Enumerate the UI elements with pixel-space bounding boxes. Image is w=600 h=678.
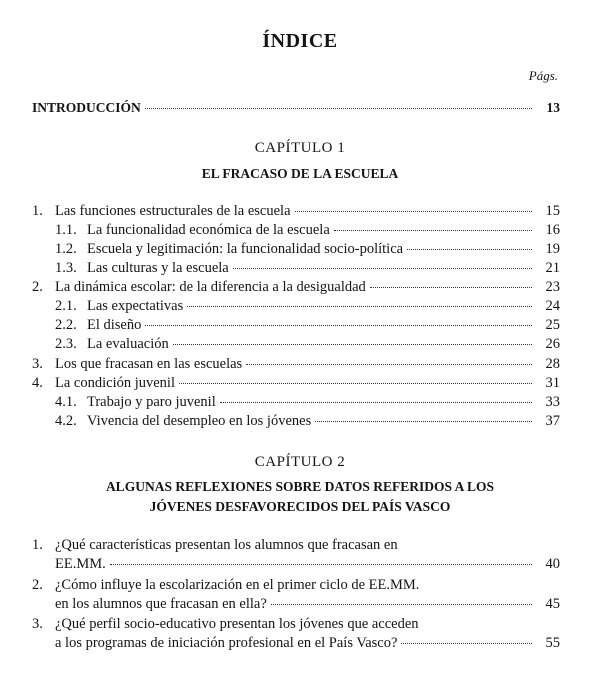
dot-leader: [370, 286, 532, 288]
toc-entry[interactable]: [55, 413, 560, 430]
toc-entry-label: El diseño: [87, 317, 142, 333]
toc-entry[interactable]: [55, 222, 560, 239]
dot-leader: [145, 324, 532, 326]
toc-entry-label: La funcionalidad económica de la escuela: [87, 222, 330, 238]
dot-leader: [187, 305, 532, 307]
toc-entry-number: 1.1.: [55, 222, 77, 238]
toc-entry-label: Los que fracasan en las escuelas: [55, 356, 243, 372]
toc-entry[interactable]: [32, 203, 560, 220]
toc-entry-page: 21: [545, 260, 560, 276]
toc-entry-label-cont: EE.MM.: [55, 556, 106, 572]
toc-entry-page: 33: [545, 394, 560, 410]
toc-entry-label[interactable]: ¿Qué perfil socio-educativo presentan los jóvenes que acceden: [55, 616, 419, 632]
toc-entry[interactable]: [55, 336, 560, 353]
chapter-2-heading: CAPÍTULO 2: [254, 454, 346, 470]
toc-entry-page: 37: [545, 413, 560, 429]
chapter-1-title: EL FRACASO DE LA ESCUELA: [201, 166, 399, 181]
toc-entry-number: 1.2.: [55, 241, 77, 257]
toc-entry-number: 1.3.: [55, 260, 77, 276]
toc-entry-label-cont: en los alumnos que fracasan en ella?: [55, 596, 267, 612]
toc-entry-page: 40: [545, 556, 560, 572]
toc-entry-number: 3.: [32, 616, 43, 632]
toc-entry[interactable]: [55, 298, 560, 315]
toc-entry[interactable]: [32, 375, 560, 392]
toc-entry-number: 4.: [32, 375, 43, 391]
toc-entry-label-cont: a los programas de iniciación profesional en el País Vasco?: [55, 635, 398, 651]
toc-entry-number: 2.: [32, 577, 43, 593]
toc-entry[interactable]: [55, 394, 560, 411]
toc-entry-page: 25: [545, 317, 560, 333]
toc-entry-page: 26: [545, 336, 560, 352]
dot-leader: [246, 363, 532, 365]
chapter-2-title-line2: JÓVENES DESFAVORECIDOS DEL PAÍS VASCO: [149, 499, 451, 514]
toc-entry-page: 15: [545, 203, 560, 219]
dot-leader: [145, 107, 532, 109]
toc-entry[interactable]: [55, 556, 560, 573]
toc-entry-label[interactable]: ¿Cómo influye la escolarización en el primer ciclo de EE.MM.: [55, 577, 420, 593]
toc-entry-page: 16: [545, 222, 560, 238]
toc-entry-label: Las culturas y la escuela: [87, 260, 229, 276]
dot-leader: [401, 642, 532, 644]
toc-entry-label: Escuela y legitimación: la funcionalidad socio-política: [87, 241, 404, 257]
toc-entry-label: La condición juvenil: [55, 375, 175, 391]
dot-leader: [110, 563, 532, 565]
toc-entry-page: 55: [545, 635, 560, 651]
dot-leader: [271, 603, 532, 605]
toc-entry-label: Las expectativas: [87, 298, 184, 314]
dot-leader: [315, 420, 532, 422]
chapter-1-heading: CAPÍTULO 1: [254, 140, 346, 156]
toc-entry-introduction[interactable]: [32, 100, 560, 116]
index-title: ÍNDICE: [262, 30, 338, 52]
toc-entry-label: La dinámica escolar: de la diferencia a la desigualdad: [55, 279, 366, 295]
toc-entry[interactable]: [55, 241, 560, 258]
toc-entry-page: 45: [545, 596, 560, 612]
toc-entry-label: Las funciones estructurales de la escuela: [55, 203, 291, 219]
dot-leader: [407, 248, 532, 250]
dot-leader: [179, 382, 532, 384]
toc-entry-number: 1.: [32, 203, 43, 219]
toc-entry-label: INTRODUCCIÓN: [32, 100, 141, 115]
toc-entry-number: 4.2.: [55, 413, 77, 429]
toc-entry-number: 3.: [32, 356, 43, 372]
toc-entry-number: 2.2.: [55, 317, 77, 333]
toc-entry-number: 1.: [32, 537, 43, 553]
dot-leader: [233, 267, 532, 269]
toc-entry-page: 13: [546, 100, 560, 115]
chapter-2-title-line1: ALGUNAS REFLEXIONES SOBRE DATOS REFERIDOS A LOS: [105, 479, 495, 494]
toc-entry[interactable]: [55, 596, 560, 613]
toc-entry-page: 31: [545, 375, 560, 391]
toc-entry-page: 24: [545, 298, 560, 314]
toc-entry-label: Trabajo y paro juvenil: [87, 394, 216, 410]
dot-leader: [295, 210, 532, 212]
toc-entry-number: 2.1.: [55, 298, 77, 314]
toc-entry[interactable]: [32, 356, 560, 373]
toc-entry-number: 4.1.: [55, 394, 77, 410]
pages-label: Págs.: [528, 68, 558, 83]
toc-entry[interactable]: [55, 635, 560, 652]
dot-leader: [334, 229, 532, 231]
toc-entry-label[interactable]: ¿Qué características presentan los alumnos que fracasan en: [55, 537, 398, 553]
toc-entry[interactable]: [55, 317, 560, 334]
toc-entry-label: Vivencia del desempleo en los jóvenes: [87, 413, 312, 429]
toc-entry-page: 19: [545, 241, 560, 257]
toc-entry-page: 23: [545, 279, 560, 295]
dot-leader: [173, 343, 532, 345]
toc-entry-label: La evaluación: [87, 336, 169, 352]
toc-entry-number: 2.3.: [55, 336, 77, 352]
toc-entry-page: 28: [545, 356, 560, 372]
toc-entry[interactable]: [32, 279, 560, 296]
dot-leader: [220, 401, 532, 403]
toc-entry-number: 2.: [32, 279, 43, 295]
toc-entry[interactable]: [55, 260, 560, 277]
